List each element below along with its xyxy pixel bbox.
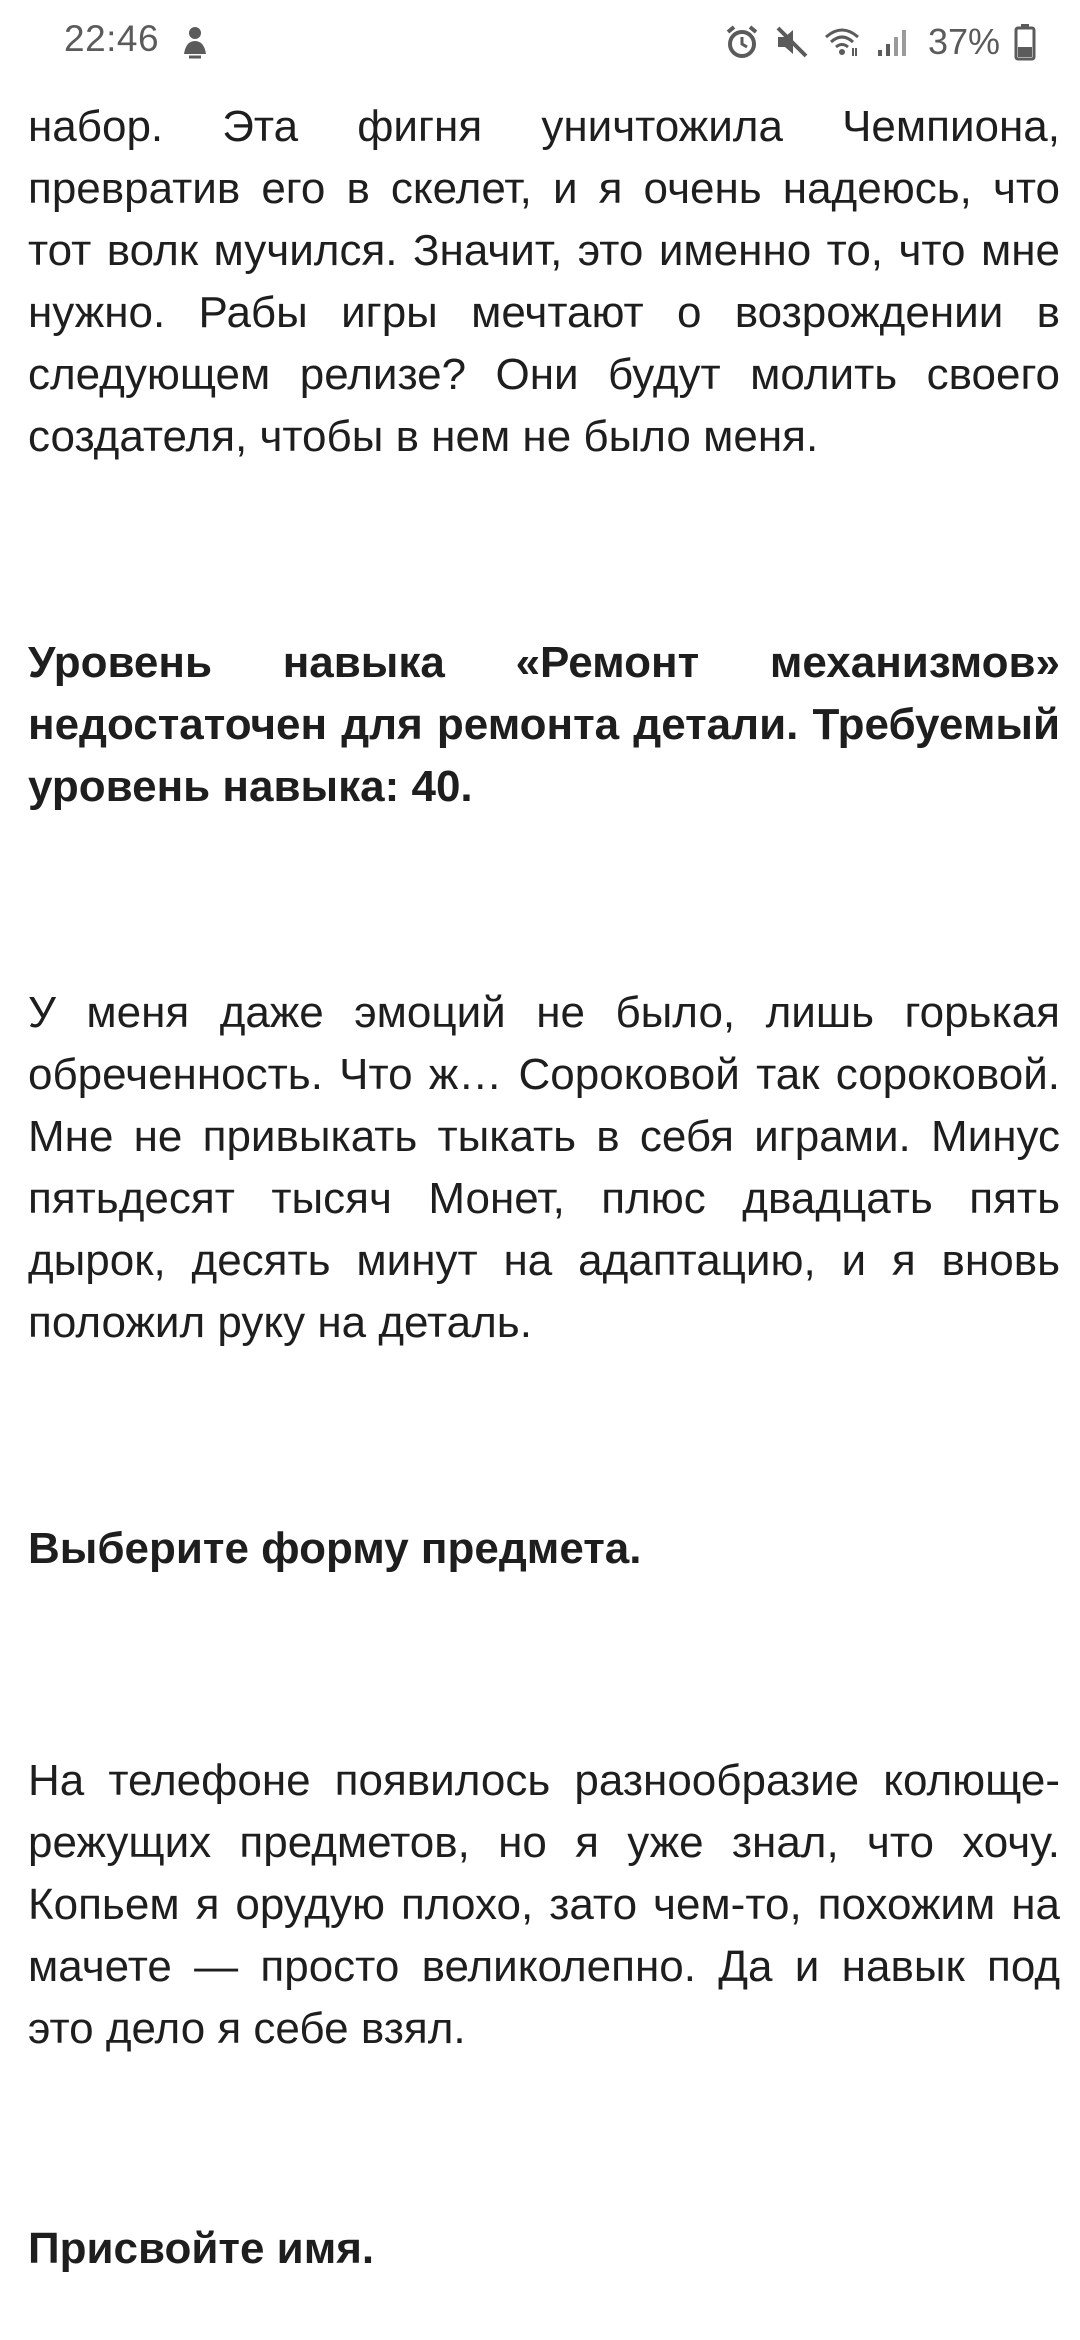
system-message: Уровень навыка «Ремонт механизмов» недостаточен для ремонта детали. Требуемый уровень навыка: 40. xyxy=(28,638,1060,811)
paragraph: У меня даже эмоций не было, лишь горькая обреченность. Что ж… Сороковой так сороковой. Мне не привыкать тыкать в себя играми. Минус пятьдесят тысяч Монет, плюс двадцать пять дырок, десять минут на адаптацию, и я вновь положил руку на деталь. xyxy=(28,988,1060,1347)
system-message: Присвойте имя. xyxy=(28,2224,375,2273)
paragraph: набор. Эта фигня уничтожила Чемпиона, превратив его в скелет, и я очень надеюсь, что тот волк мучился. Значит, это именно то, что мне нужно. Рабы игры мечтают о возрождении в следующем релизе? Они будут молить своего создателя, чтобы в нем не было меня. xyxy=(28,102,1060,461)
status-bar xyxy=(0,0,1080,88)
notification-icon xyxy=(178,24,212,60)
paragraph: На телефоне появилось разнообразие колюще-режущих предметов, но я уже знал, что хочу. Копьем я орудую плохо, зато чем-то, похожим на мачете — просто великолепно. Да и навык под это дело я себе взял. xyxy=(28,1756,1060,2053)
wifi-icon xyxy=(824,24,860,60)
battery-percent: 37% xyxy=(927,21,1000,62)
signal-icon xyxy=(874,24,910,60)
system-message: Выберите форму предмета. xyxy=(28,1524,642,1573)
status-right-icons xyxy=(724,16,1036,68)
reader-content xyxy=(28,96,1060,2280)
battery-icon xyxy=(1014,23,1036,61)
alarm-icon xyxy=(724,24,760,60)
status-time: 22:46 xyxy=(64,18,160,59)
mute-icon xyxy=(774,24,810,60)
